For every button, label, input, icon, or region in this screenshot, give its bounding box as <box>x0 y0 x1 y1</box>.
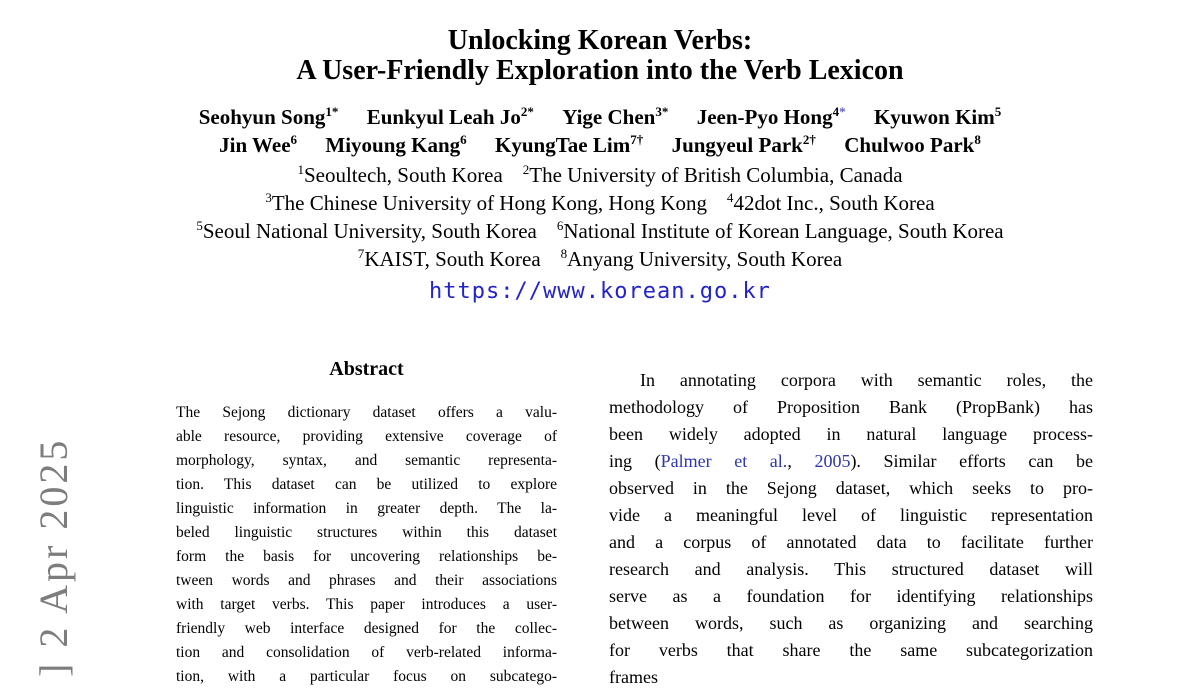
affiliation-number: 2 <box>522 162 530 177</box>
affiliation-anyang <box>561 247 843 271</box>
author-name: Kyuwon Kim <box>873 105 995 129</box>
author-name: Chulwoo Park <box>844 133 975 157</box>
abstract-text-line: beled linguistic structures within this dataset <box>176 524 557 541</box>
affiliation-42dot <box>727 191 935 215</box>
affiliation-line-2 <box>0 189 1200 217</box>
author-name: Jin Wee <box>219 133 291 157</box>
affiliation-text: The Chinese University of Hong Kong, Hong Kong <box>271 191 707 215</box>
intro-text-line: In annotating corpora with semantic roles, the <box>640 370 1093 390</box>
abstract-text-line: with target verbs. This paper introduces a user- <box>176 596 557 613</box>
author-name: Eunkyul Leah Jo <box>366 105 521 129</box>
abstract-text-line: tion and consolidation of verb-related informa- <box>176 644 557 661</box>
intro-text-line: vide a meaningful level of linguistic representation <box>609 505 1093 525</box>
citation-author-link[interactable]: Palmer et al. <box>660 451 788 471</box>
affiliation-line-1 <box>0 161 1200 189</box>
author-affiliation-marker: 7† <box>630 132 644 147</box>
author-name: Jungyeul Park <box>671 133 803 157</box>
abstract-text-line: The Sejong dictionary dataset offers a valu- <box>176 404 557 421</box>
affiliation-seoultech <box>297 163 502 187</box>
author-affiliation-marker: 6 <box>460 132 467 147</box>
affiliation-text: KAIST, South Korea <box>364 247 541 271</box>
intro-text-line: for verbs that share the same subcategorization <box>609 640 1093 660</box>
author-affiliation-marker: 8 <box>974 132 981 147</box>
author-affiliation-marker: 6 <box>290 132 298 147</box>
arxiv-watermark: ] 2 Apr 2025 <box>31 437 76 677</box>
intro-text-line: and a corpus of annotated data to facilitate further <box>609 532 1093 552</box>
author-chulwoo-park <box>844 133 981 157</box>
abstract-section <box>176 358 557 689</box>
abstract-text-line: tion. This dataset can be utilized to explore <box>176 476 557 493</box>
author-affiliation-marker: 2* <box>520 104 534 119</box>
intro-text-line: serve as a foundation for identifying relationships <box>609 586 1093 606</box>
affiliation-number: 7 <box>357 246 365 261</box>
citation-post-text: ). Similar efforts can be <box>850 451 1094 471</box>
affiliation-nikl <box>557 219 1004 243</box>
intro-text-line: observed in the Sejong dataset, which seeks to pro- <box>609 478 1093 498</box>
affiliation-text: Anyang University, South Korea <box>567 247 843 271</box>
affiliation-line-3 <box>0 217 1200 245</box>
abstract-heading: Abstract <box>329 358 404 380</box>
author-affiliation-marker: 3* <box>655 104 669 119</box>
affiliation-text: The University of British Columbia, Canada <box>529 163 903 187</box>
citation-year-link[interactable]: 2005 <box>814 451 851 471</box>
intro-text-line-clipped: frames <box>609 667 658 687</box>
author-name: Jeen-Pyo Hong <box>696 105 833 129</box>
affiliation-number: 6 <box>556 218 564 233</box>
authors-line-2 <box>0 131 1200 159</box>
abstract-text-line: form the basis for uncovering relationships be- <box>176 548 557 565</box>
author-kyungtae-lim <box>495 133 643 157</box>
author-eunkyul-leah-jo <box>367 105 534 129</box>
citation-line <box>609 448 1093 475</box>
affiliation-ubc <box>523 163 903 187</box>
affiliation-number: 3 <box>265 190 272 205</box>
paper-title-line1: Unlocking Korean Verbs: <box>447 25 753 56</box>
affiliation-text: National Institute of Korean Language, South Korea <box>563 219 1004 243</box>
intro-text-line: been widely adopted in natural language process- <box>609 424 1093 444</box>
author-name: Yige Chen <box>562 105 656 129</box>
author-affiliation-number: 4 <box>832 104 840 119</box>
abstract-text-line: morphology, syntax, and semantic representa- <box>176 452 557 469</box>
author-kyuwon-kim <box>874 105 1001 129</box>
author-jungyeul-park <box>672 133 816 157</box>
citation-separator: , <box>787 451 815 471</box>
url-line <box>0 278 1200 305</box>
affiliation-snu <box>196 219 537 243</box>
paper-title <box>0 26 1200 86</box>
affiliation-number: 5 <box>196 218 203 233</box>
author-name: KyungTae Lim <box>495 133 631 157</box>
abstract-text-line: friendly web interface designed for the collec- <box>176 620 557 637</box>
author-affiliation-marker: 2† <box>802 132 816 147</box>
author-name: Miyoung Kang <box>325 133 461 157</box>
authors-line-1 <box>0 103 1200 131</box>
author-footnote-star: * <box>839 104 846 119</box>
abstract-text-line: able resource, providing extensive coverage of <box>176 428 557 445</box>
author-jin-wee <box>219 133 297 157</box>
affiliation-number: 4 <box>726 190 734 205</box>
intro-text-line: methodology of Proposition Bank (PropBank) has <box>609 397 1093 417</box>
author-affiliation-marker: 1* <box>325 104 339 119</box>
affiliation-text: Seoul National University, South Korea <box>202 219 537 243</box>
author-name: Seohyun Song <box>198 105 326 129</box>
affiliation-cuhk <box>265 191 707 215</box>
citation-pre-text: ing ( <box>609 451 661 471</box>
affiliation-text: Seoultech, South Korea <box>303 163 503 187</box>
author-seohyun-song <box>199 105 339 129</box>
paper-title-line2: A User-Friendly Exploration into the Verb Lexicon <box>296 55 904 86</box>
abstract-text-line: linguistic information in greater depth. The la- <box>176 500 557 517</box>
author-miyoung-kang <box>325 133 466 157</box>
affiliation-kaist <box>358 247 541 271</box>
affiliation-text: 42dot Inc., South Korea <box>733 191 935 215</box>
abstract-text-line-clipped: tion, with a particular focus on subcatego- <box>176 668 557 685</box>
author-affiliation-marker <box>833 104 846 119</box>
author-jeen-pyo-hong <box>697 105 846 129</box>
author-affiliation-marker: 5 <box>994 104 1002 119</box>
affiliation-number: 8 <box>560 246 568 261</box>
abstract-text-line: tween words and phrases and their associations <box>176 572 557 589</box>
intro-text-line: research and analysis. This structured dataset will <box>609 559 1093 579</box>
paper-url-link[interactable]: https://www.korean.go.kr <box>429 279 771 304</box>
intro-text-line: between words, such as organizing and searching <box>609 613 1093 633</box>
introduction-column <box>609 367 1093 691</box>
affiliations-block <box>0 161 1200 273</box>
author-yige-chen <box>562 105 668 129</box>
affiliation-line-4 <box>0 245 1200 273</box>
affiliation-number: 1 <box>297 162 304 177</box>
